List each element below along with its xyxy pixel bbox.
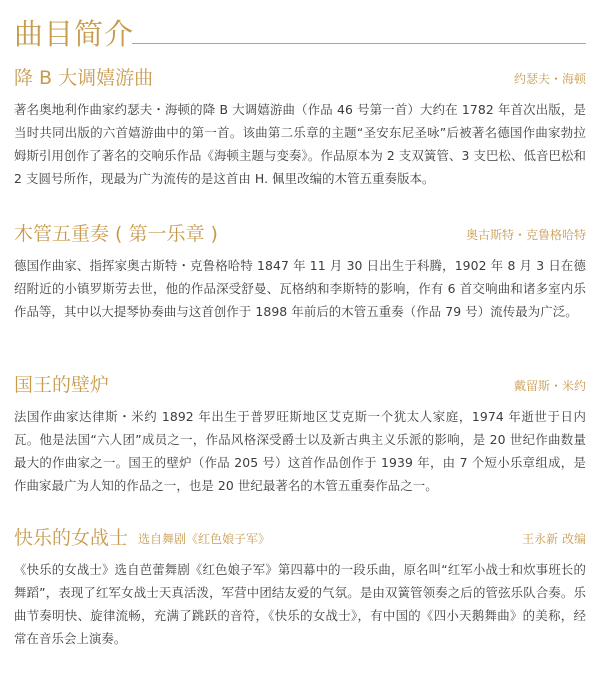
piece-description: 法国作曲家达律斯・米约 1892 年出生于普罗旺斯地区艾克斯一个犹太人家庭，1974 年逝世于日内瓦。他是法国“六人团”成员之一，作品风格深受爵士以及新古典主义乐派的影响，是 20 世纪作曲数量最大的作曲家之一。国王的壁炉（作品 205 号）这首作品创作于 1939 年，由 7 个短小乐章组成，是作曲家最广为人知的作品之一，也是 20 世纪最著名的木管五重奏作品之一。 — [14, 409, 586, 493]
section-heading — [14, 64, 586, 94]
composer-name: 约瑟夫・海顿 — [513, 72, 586, 86]
section-heading — [14, 524, 586, 554]
piece-section-happy-woman-warrior — [14, 524, 586, 650]
section-heading — [14, 371, 586, 401]
arranger-name: 王永新 改编 — [522, 532, 586, 546]
piece-title: 快乐的女战士 — [14, 527, 129, 549]
page-title: 曲目简介 — [14, 17, 135, 51]
header-divider — [132, 43, 586, 44]
piece-title: 降 B 大调嬉游曲 — [14, 67, 154, 89]
piece-title: 木管五重奏 ( 第一乐章 ) — [14, 223, 218, 245]
piece-title: 国王的壁炉 — [14, 374, 110, 396]
piece-description: 著名奥地利作曲家约瑟夫・海顿的降 B 大调嬉游曲（作品 46 号第一首）大约在 1782 年首次出版，是当时共同出版的六首嬉游曲中的第一首。该曲第二乐章的主题“圣安东尼圣咏”后被著名德国作曲家勃拉姆斯引用创作了著名的交响乐作品《海顿主题与变奏》。作品原本为 2 支双簧管、3 支巴松、低音巴松和 2 支圆号所作，现最为广为流传的是这首由 H. 佩里改编的木管五重奏版本。 — [14, 102, 586, 186]
piece-section-wind-quintet — [14, 220, 586, 323]
page-header — [14, 14, 586, 54]
piece-source-subtitle: 选自舞剧《红色娘子军》 — [138, 531, 271, 546]
piece-section-divertimento — [14, 64, 586, 190]
composer-name: 戴留斯・米约 — [513, 379, 586, 393]
section-heading — [14, 220, 586, 250]
piece-section-kings-fireplace — [14, 371, 586, 497]
composer-name: 奥古斯特・克鲁格哈特 — [465, 228, 586, 242]
piece-title-wrapper — [14, 524, 270, 553]
piece-description: 《快乐的女战士》选自芭蕾舞剧《红色娘子军》第四幕中的一段乐曲，原名叫“红军小战士和炊事班长的舞蹈”，表现了红军女战士天真活泼，军营中团结友爱的气氛。是由双簧管领奏之后的管弦乐队合奏。乐曲节奏明快、旋律流畅，充满了跳跃的音符，《快乐的女战士》，有中国的《四小天鹅舞曲》的美称，经常在音乐会上演奏。 — [14, 562, 586, 646]
piece-description: 德国作曲家、指挥家奥古斯特・克鲁格哈特 1847 年 11 月 30 日出生于科腾，1902 年 8 月 3 日在德绍附近的小镇罗斯劳去世，他的作品深受舒曼、瓦格纳和李斯特的影响，作有 6 首交响曲和诸多室内乐作品等，其中以大提琴协奏曲与这首创作于 1898 年前后的木管五重奏（作品 79 号）流传最为广泛。 — [14, 258, 586, 319]
